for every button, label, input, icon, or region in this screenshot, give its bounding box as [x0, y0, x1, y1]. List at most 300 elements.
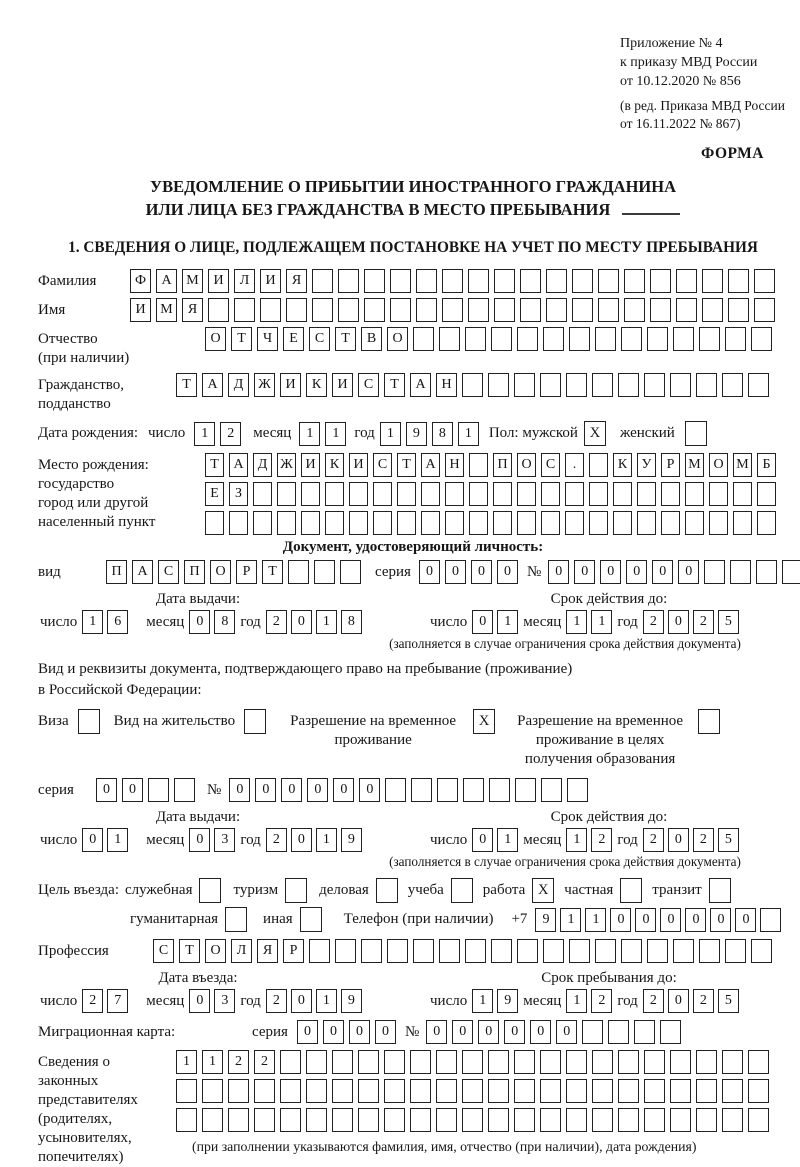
char-cell[interactable]: Ф: [130, 269, 151, 293]
char-cell[interactable]: [751, 327, 772, 351]
char-cell[interactable]: [517, 327, 538, 351]
char-cell[interactable]: 8: [214, 610, 235, 634]
char-cell[interactable]: [437, 778, 458, 802]
char-cell[interactable]: [569, 327, 590, 351]
char-cell[interactable]: [673, 327, 694, 351]
checkbox-ucheba[interactable]: [451, 878, 473, 903]
char-cell[interactable]: Е: [283, 327, 304, 351]
char-cell[interactable]: 0: [291, 610, 312, 634]
char-cell[interactable]: [751, 939, 772, 963]
char-cell[interactable]: [387, 939, 408, 963]
checkbox-gumanitarnaya[interactable]: [225, 907, 247, 932]
char-cell[interactable]: [618, 373, 639, 397]
char-cell[interactable]: [465, 939, 486, 963]
char-cell[interactable]: [228, 1079, 249, 1103]
char-cell[interactable]: О: [387, 327, 408, 351]
char-cell[interactable]: Ж: [277, 453, 296, 477]
checkbox-female[interactable]: [685, 421, 707, 446]
char-cell[interactable]: К: [613, 453, 632, 477]
char-cell[interactable]: [373, 482, 392, 506]
char-cell[interactable]: [676, 298, 697, 322]
char-cell[interactable]: [650, 269, 671, 293]
char-cell[interactable]: [613, 482, 632, 506]
char-cell[interactable]: [572, 269, 593, 293]
char-cell[interactable]: [397, 482, 416, 506]
char-cell[interactable]: 6: [107, 610, 128, 634]
char-cell[interactable]: [514, 1079, 535, 1103]
char-cell[interactable]: Р: [283, 939, 304, 963]
char-cell[interactable]: [488, 1050, 509, 1074]
char-cell[interactable]: 3: [214, 989, 235, 1013]
char-cell[interactable]: 0: [471, 560, 492, 584]
char-cell[interactable]: 1: [299, 422, 320, 446]
char-cell[interactable]: 0: [685, 908, 706, 932]
char-cell[interactable]: [757, 482, 776, 506]
char-cell[interactable]: 0: [291, 989, 312, 1013]
char-cell[interactable]: Д: [253, 453, 272, 477]
char-cell[interactable]: Т: [335, 327, 356, 351]
char-cell[interactable]: 1: [472, 989, 493, 1013]
char-cell[interactable]: 2: [693, 610, 714, 634]
char-cell[interactable]: [439, 939, 460, 963]
checkbox-delovaya[interactable]: [376, 878, 398, 903]
char-cell[interactable]: [517, 482, 536, 506]
char-cell[interactable]: 5: [718, 828, 739, 852]
char-cell[interactable]: [234, 298, 255, 322]
char-cell[interactable]: [673, 939, 694, 963]
char-cell[interactable]: 0: [323, 1020, 344, 1044]
char-cell[interactable]: 0: [96, 778, 117, 802]
char-cell[interactable]: И: [260, 269, 281, 293]
checkbox-rabota[interactable]: X: [532, 878, 554, 903]
char-cell[interactable]: [469, 453, 488, 477]
char-cell[interactable]: [358, 1079, 379, 1103]
char-cell[interactable]: 0: [652, 560, 673, 584]
char-cell[interactable]: [722, 373, 743, 397]
char-cell[interactable]: [670, 1108, 691, 1132]
char-cell[interactable]: [598, 298, 619, 322]
char-cell[interactable]: 0: [600, 560, 621, 584]
char-cell[interactable]: 0: [189, 989, 210, 1013]
char-cell[interactable]: [621, 327, 642, 351]
char-cell[interactable]: [754, 298, 775, 322]
char-cell[interactable]: Т: [262, 560, 283, 584]
char-cell[interactable]: Л: [234, 269, 255, 293]
char-cell[interactable]: [202, 1108, 223, 1132]
char-cell[interactable]: [202, 1079, 223, 1103]
char-cell[interactable]: [488, 373, 509, 397]
char-cell[interactable]: [660, 1020, 681, 1044]
char-cell[interactable]: 1: [316, 610, 337, 634]
checkbox-visa[interactable]: [78, 709, 100, 734]
char-cell[interactable]: [301, 482, 320, 506]
char-cell[interactable]: О: [517, 453, 536, 477]
checkbox-sluzhebnaya[interactable]: [199, 878, 221, 903]
char-cell[interactable]: 2: [82, 989, 103, 1013]
char-cell[interactable]: 0: [478, 1020, 499, 1044]
char-cell[interactable]: 7: [107, 989, 128, 1013]
char-cell[interactable]: [494, 269, 515, 293]
char-cell[interactable]: [514, 1050, 535, 1074]
char-cell[interactable]: [445, 511, 464, 535]
char-cell[interactable]: 0: [556, 1020, 577, 1044]
char-cell[interactable]: [325, 511, 344, 535]
char-cell[interactable]: [546, 269, 567, 293]
char-cell[interactable]: [702, 269, 723, 293]
char-cell[interactable]: Т: [397, 453, 416, 477]
char-cell[interactable]: [488, 1108, 509, 1132]
char-cell[interactable]: 0: [445, 560, 466, 584]
char-cell[interactable]: [520, 269, 541, 293]
char-cell[interactable]: [176, 1108, 197, 1132]
char-cell[interactable]: О: [205, 939, 226, 963]
char-cell[interactable]: [312, 298, 333, 322]
char-cell[interactable]: .: [565, 453, 584, 477]
char-cell[interactable]: [565, 482, 584, 506]
char-cell[interactable]: 0: [610, 908, 631, 932]
char-cell[interactable]: 0: [333, 778, 354, 802]
char-cell[interactable]: [748, 373, 769, 397]
char-cell[interactable]: [436, 1050, 457, 1074]
char-cell[interactable]: 8: [432, 422, 453, 446]
char-cell[interactable]: [589, 511, 608, 535]
checkbox-temp-residence-edu[interactable]: [698, 709, 720, 734]
char-cell[interactable]: 1: [194, 422, 215, 446]
char-cell[interactable]: П: [493, 453, 512, 477]
char-cell[interactable]: 2: [693, 828, 714, 852]
char-cell[interactable]: 1: [202, 1050, 223, 1074]
char-cell[interactable]: [644, 373, 665, 397]
char-cell[interactable]: [644, 1050, 665, 1074]
char-cell[interactable]: [494, 298, 515, 322]
char-cell[interactable]: [488, 1079, 509, 1103]
char-cell[interactable]: [541, 511, 560, 535]
char-cell[interactable]: [685, 511, 704, 535]
char-cell[interactable]: [436, 1079, 457, 1103]
char-cell[interactable]: Д: [228, 373, 249, 397]
char-cell[interactable]: 1: [566, 989, 587, 1013]
char-cell[interactable]: [416, 298, 437, 322]
char-cell[interactable]: [340, 560, 361, 584]
char-cell[interactable]: [541, 778, 562, 802]
char-cell[interactable]: [277, 511, 296, 535]
char-cell[interactable]: [332, 1108, 353, 1132]
char-cell[interactable]: [543, 939, 564, 963]
char-cell[interactable]: [722, 1079, 743, 1103]
char-cell[interactable]: [540, 1050, 561, 1074]
char-cell[interactable]: [546, 298, 567, 322]
char-cell[interactable]: [325, 482, 344, 506]
char-cell[interactable]: Т: [384, 373, 405, 397]
char-cell[interactable]: [384, 1079, 405, 1103]
char-cell[interactable]: [618, 1079, 639, 1103]
char-cell[interactable]: 2: [220, 422, 241, 446]
checkbox-temp-residence[interactable]: X: [473, 709, 495, 734]
char-cell[interactable]: 1: [585, 908, 606, 932]
char-cell[interactable]: [757, 511, 776, 535]
char-cell[interactable]: [413, 939, 434, 963]
char-cell[interactable]: О: [205, 327, 226, 351]
char-cell[interactable]: [332, 1050, 353, 1074]
char-cell[interactable]: А: [202, 373, 223, 397]
char-cell[interactable]: [205, 511, 224, 535]
char-cell[interactable]: 0: [419, 560, 440, 584]
char-cell[interactable]: [517, 511, 536, 535]
char-cell[interactable]: 0: [735, 908, 756, 932]
char-cell[interactable]: [421, 511, 440, 535]
char-cell[interactable]: 0: [574, 560, 595, 584]
char-cell[interactable]: [704, 560, 725, 584]
char-cell[interactable]: 0: [668, 828, 689, 852]
char-cell[interactable]: [730, 560, 751, 584]
char-cell[interactable]: [592, 1050, 613, 1074]
char-cell[interactable]: [685, 482, 704, 506]
char-cell[interactable]: [468, 298, 489, 322]
char-cell[interactable]: 1: [176, 1050, 197, 1074]
char-cell[interactable]: [442, 298, 463, 322]
char-cell[interactable]: М: [685, 453, 704, 477]
char-cell[interactable]: 9: [406, 422, 427, 446]
char-cell[interactable]: А: [156, 269, 177, 293]
char-cell[interactable]: [733, 482, 752, 506]
char-cell[interactable]: 1: [497, 610, 518, 634]
char-cell[interactable]: [312, 269, 333, 293]
char-cell[interactable]: [637, 511, 656, 535]
char-cell[interactable]: [436, 1108, 457, 1132]
char-cell[interactable]: [728, 269, 749, 293]
char-cell[interactable]: О: [210, 560, 231, 584]
char-cell[interactable]: 9: [341, 989, 362, 1013]
char-cell[interactable]: 0: [189, 610, 210, 634]
char-cell[interactable]: И: [208, 269, 229, 293]
char-cell[interactable]: 2: [591, 828, 612, 852]
char-cell[interactable]: [384, 1108, 405, 1132]
char-cell[interactable]: Р: [661, 453, 680, 477]
char-cell[interactable]: [661, 482, 680, 506]
char-cell[interactable]: 0: [504, 1020, 525, 1044]
char-cell[interactable]: 2: [266, 610, 287, 634]
char-cell[interactable]: [608, 1020, 629, 1044]
char-cell[interactable]: 8: [341, 610, 362, 634]
char-cell[interactable]: [613, 511, 632, 535]
char-cell[interactable]: [728, 298, 749, 322]
char-cell[interactable]: 1: [316, 989, 337, 1013]
char-cell[interactable]: [595, 939, 616, 963]
char-cell[interactable]: [288, 560, 309, 584]
char-cell[interactable]: Т: [231, 327, 252, 351]
checkbox-tranzit[interactable]: [709, 878, 731, 903]
char-cell[interactable]: [385, 778, 406, 802]
char-cell[interactable]: С: [358, 373, 379, 397]
char-cell[interactable]: 1: [566, 828, 587, 852]
char-cell[interactable]: [589, 482, 608, 506]
char-cell[interactable]: 0: [291, 828, 312, 852]
char-cell[interactable]: [373, 511, 392, 535]
char-cell[interactable]: М: [156, 298, 177, 322]
char-cell[interactable]: [699, 327, 720, 351]
char-cell[interactable]: 9: [535, 908, 556, 932]
char-cell[interactable]: Я: [182, 298, 203, 322]
char-cell[interactable]: 0: [189, 828, 210, 852]
char-cell[interactable]: [280, 1108, 301, 1132]
char-cell[interactable]: [229, 511, 248, 535]
char-cell[interactable]: [280, 1079, 301, 1103]
char-cell[interactable]: 0: [678, 560, 699, 584]
char-cell[interactable]: М: [182, 269, 203, 293]
char-cell[interactable]: [709, 511, 728, 535]
char-cell[interactable]: [670, 1050, 691, 1074]
char-cell[interactable]: А: [421, 453, 440, 477]
char-cell[interactable]: А: [229, 453, 248, 477]
char-cell[interactable]: [277, 482, 296, 506]
char-cell[interactable]: [733, 511, 752, 535]
char-cell[interactable]: 2: [266, 989, 287, 1013]
char-cell[interactable]: [253, 511, 272, 535]
char-cell[interactable]: [260, 298, 281, 322]
char-cell[interactable]: 0: [452, 1020, 473, 1044]
char-cell[interactable]: И: [280, 373, 301, 397]
char-cell[interactable]: [254, 1108, 275, 1132]
char-cell[interactable]: И: [332, 373, 353, 397]
char-cell[interactable]: 0: [635, 908, 656, 932]
char-cell[interactable]: [572, 298, 593, 322]
char-cell[interactable]: [661, 511, 680, 535]
char-cell[interactable]: [253, 482, 272, 506]
checkbox-male[interactable]: X: [584, 421, 606, 446]
char-cell[interactable]: 0: [255, 778, 276, 802]
char-cell[interactable]: П: [184, 560, 205, 584]
char-cell[interactable]: [493, 511, 512, 535]
char-cell[interactable]: 0: [668, 610, 689, 634]
char-cell[interactable]: 0: [359, 778, 380, 802]
char-cell[interactable]: [517, 939, 538, 963]
char-cell[interactable]: [280, 1050, 301, 1074]
char-cell[interactable]: [335, 939, 356, 963]
char-cell[interactable]: Л: [231, 939, 252, 963]
char-cell[interactable]: Б: [757, 453, 776, 477]
char-cell[interactable]: [416, 269, 437, 293]
char-cell[interactable]: [634, 1020, 655, 1044]
char-cell[interactable]: [624, 298, 645, 322]
char-cell[interactable]: М: [733, 453, 752, 477]
char-cell[interactable]: С: [309, 327, 330, 351]
char-cell[interactable]: [462, 1108, 483, 1132]
char-cell[interactable]: [754, 269, 775, 293]
char-cell[interactable]: [760, 908, 781, 932]
char-cell[interactable]: А: [410, 373, 431, 397]
char-cell[interactable]: [309, 939, 330, 963]
char-cell[interactable]: [543, 327, 564, 351]
char-cell[interactable]: [514, 1108, 535, 1132]
char-cell[interactable]: 2: [228, 1050, 249, 1074]
char-cell[interactable]: [491, 327, 512, 351]
char-cell[interactable]: [709, 482, 728, 506]
char-cell[interactable]: [670, 373, 691, 397]
char-cell[interactable]: 1: [591, 610, 612, 634]
char-cell[interactable]: 0: [281, 778, 302, 802]
char-cell[interactable]: [618, 1108, 639, 1132]
char-cell[interactable]: 1: [560, 908, 581, 932]
char-cell[interactable]: 0: [497, 560, 518, 584]
char-cell[interactable]: [397, 511, 416, 535]
char-cell[interactable]: [306, 1079, 327, 1103]
char-cell[interactable]: 0: [307, 778, 328, 802]
char-cell[interactable]: 0: [660, 908, 681, 932]
char-cell[interactable]: Т: [179, 939, 200, 963]
char-cell[interactable]: К: [306, 373, 327, 397]
char-cell[interactable]: [254, 1079, 275, 1103]
char-cell[interactable]: [208, 298, 229, 322]
char-cell[interactable]: [725, 327, 746, 351]
char-cell[interactable]: [410, 1079, 431, 1103]
char-cell[interactable]: [676, 269, 697, 293]
char-cell[interactable]: [696, 1050, 717, 1074]
char-cell[interactable]: [624, 269, 645, 293]
char-cell[interactable]: Т: [176, 373, 197, 397]
char-cell[interactable]: [650, 298, 671, 322]
char-cell[interactable]: [286, 298, 307, 322]
char-cell[interactable]: [364, 269, 385, 293]
char-cell[interactable]: 2: [643, 610, 664, 634]
char-cell[interactable]: [541, 482, 560, 506]
char-cell[interactable]: [174, 778, 195, 802]
char-cell[interactable]: К: [325, 453, 344, 477]
char-cell[interactable]: [592, 1108, 613, 1132]
char-cell[interactable]: [540, 1108, 561, 1132]
char-cell[interactable]: [582, 1020, 603, 1044]
char-cell[interactable]: 2: [643, 989, 664, 1013]
char-cell[interactable]: [364, 298, 385, 322]
char-cell[interactable]: [566, 1050, 587, 1074]
char-cell[interactable]: [358, 1108, 379, 1132]
char-cell[interactable]: [647, 327, 668, 351]
char-cell[interactable]: [469, 511, 488, 535]
char-cell[interactable]: 2: [254, 1050, 275, 1074]
char-cell[interactable]: [748, 1079, 769, 1103]
char-cell[interactable]: 1: [380, 422, 401, 446]
char-cell[interactable]: [306, 1108, 327, 1132]
char-cell[interactable]: [595, 327, 616, 351]
char-cell[interactable]: 5: [718, 610, 739, 634]
char-cell[interactable]: 0: [349, 1020, 370, 1044]
char-cell[interactable]: У: [637, 453, 656, 477]
char-cell[interactable]: [410, 1050, 431, 1074]
char-cell[interactable]: 0: [375, 1020, 396, 1044]
char-cell[interactable]: 0: [472, 828, 493, 852]
char-cell[interactable]: [514, 373, 535, 397]
char-cell[interactable]: 1: [107, 828, 128, 852]
char-cell[interactable]: [349, 482, 368, 506]
char-cell[interactable]: [782, 560, 800, 584]
char-cell[interactable]: [491, 939, 512, 963]
char-cell[interactable]: [670, 1079, 691, 1103]
char-cell[interactable]: [148, 778, 169, 802]
char-cell[interactable]: 1: [82, 610, 103, 634]
char-cell[interactable]: [696, 1079, 717, 1103]
char-cell[interactable]: О: [709, 453, 728, 477]
char-cell[interactable]: [338, 269, 359, 293]
char-cell[interactable]: 5: [718, 989, 739, 1013]
char-cell[interactable]: [468, 269, 489, 293]
char-cell[interactable]: 0: [626, 560, 647, 584]
char-cell[interactable]: 1: [566, 610, 587, 634]
checkbox-chastnaya[interactable]: [620, 878, 642, 903]
char-cell[interactable]: 0: [710, 908, 731, 932]
checkbox-inaya[interactable]: [300, 907, 322, 932]
char-cell[interactable]: [445, 482, 464, 506]
char-cell[interactable]: [748, 1108, 769, 1132]
char-cell[interactable]: [748, 1050, 769, 1074]
